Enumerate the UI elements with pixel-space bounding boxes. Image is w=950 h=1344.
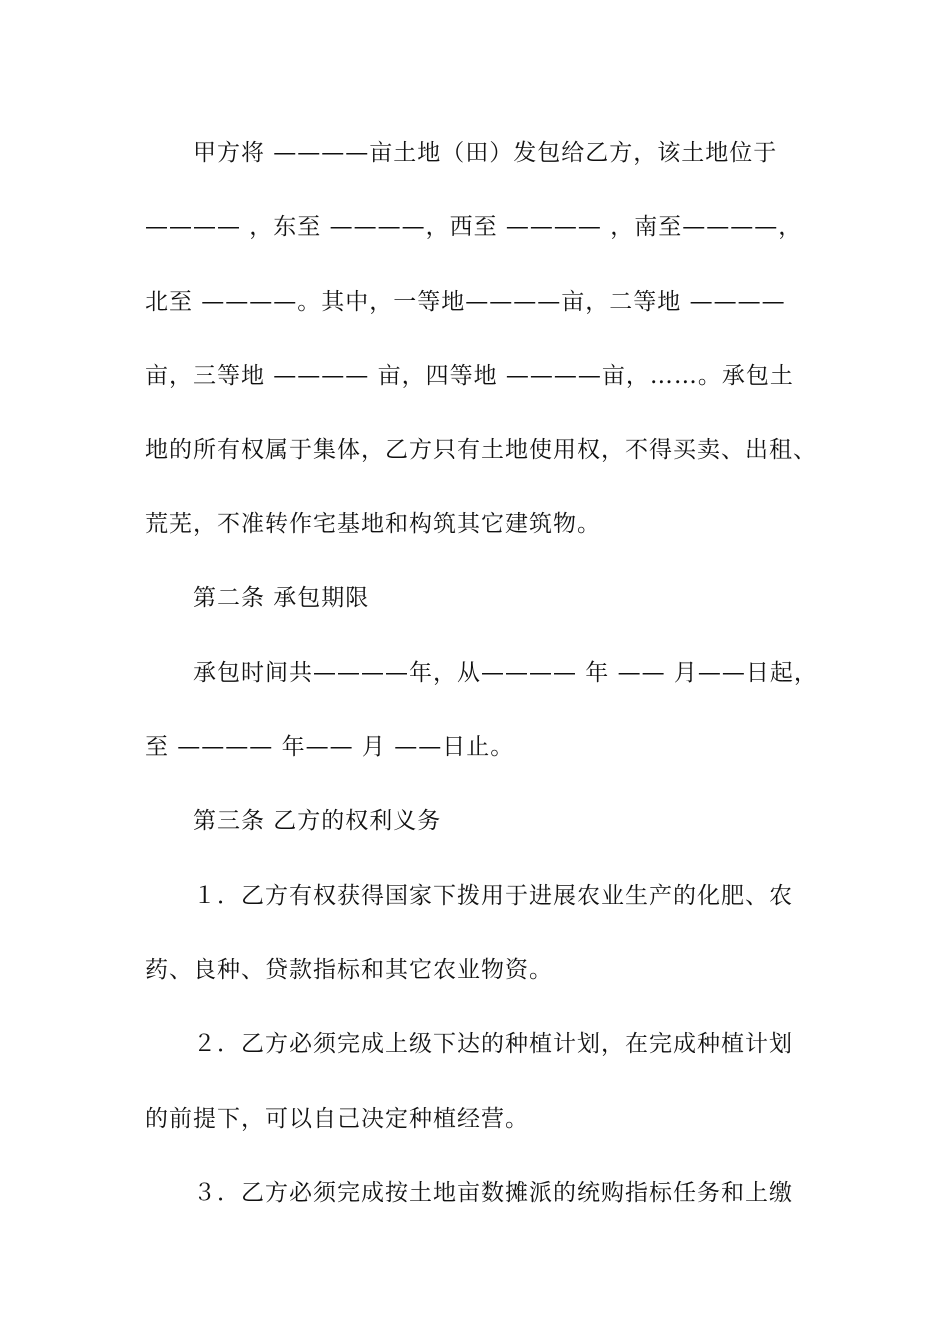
text-line: 的前提下，可以自己决定种植经营。 (145, 1106, 529, 1132)
text-line: １．乙方有权获得国家下拨用于进展农业生产的化肥、农 (193, 883, 793, 909)
text-line: 地的所有权属于集体，乙方只有土地使用权，不得买卖、出租、 (145, 437, 817, 463)
text-line: 承包时间共————年，从———— 年 —— 月——日起， (193, 660, 818, 686)
text-line: 北至 ————。其中，一等地————亩，二等地 ———— (145, 289, 786, 315)
text-line: 至 ———— 年—— 月 ——日止。 (145, 734, 515, 760)
text-line: ３．乙方必须完成按土地亩数摊派的统购指标任务和上缴 (193, 1180, 793, 1206)
section-heading: 第三条 乙方的权利义务 (193, 808, 442, 834)
section-heading: 第二条 承包期限 (193, 585, 370, 611)
text-line: ———— ，东至 ————，西至 ———— ，南至————， (145, 214, 803, 240)
text-line: 药、良种、贷款指标和其它农业物资。 (145, 957, 553, 983)
text-line: 荒芜，不准转作宅基地和构筑其它建筑物。 (145, 511, 601, 537)
text-line: 亩，三等地 ———— 亩，四等地 ————亩，……。承包土 (145, 363, 794, 389)
text-line: ２．乙方必须完成上级下达的种植计划，在完成种植计划 (193, 1031, 793, 1057)
text-line: 甲方将 ————亩土地（田）发包给乙方，该土地位于 (193, 140, 778, 166)
